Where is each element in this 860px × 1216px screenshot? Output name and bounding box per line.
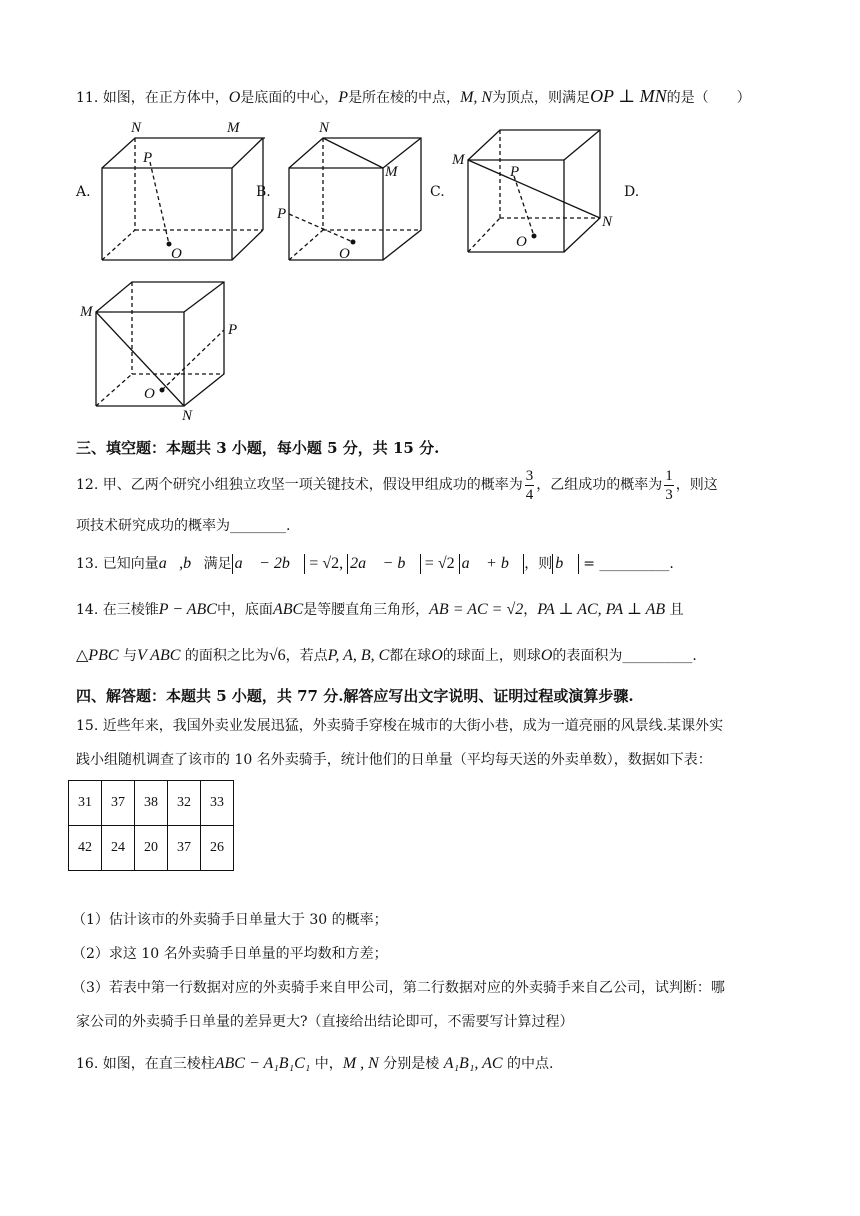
point-o <box>160 388 165 393</box>
cube-hidden-edge <box>96 374 132 406</box>
segment-mn <box>96 312 184 406</box>
section-3-heading: 三、填空题：本题共 3 小题，每小题 5 分，共 15 分. <box>76 439 440 457</box>
q14-sphere-o: O <box>431 647 443 664</box>
point-o <box>532 234 537 239</box>
label-p: P <box>277 206 287 222</box>
q14-text: 在三棱锥 <box>98 602 159 618</box>
fraction-p2 <box>664 467 674 504</box>
cube-top-edges <box>102 138 265 168</box>
q16-text: 的中点. <box>502 1056 554 1072</box>
q14-line-2 <box>76 646 697 666</box>
data-table <box>68 780 234 871</box>
label-o: O <box>339 246 350 262</box>
cube-hidden-edge <box>289 230 323 260</box>
table-cell: 37 <box>168 826 201 871</box>
q15-sub-3-line-2: 家公司的外卖骑手日单量的差异更大?（直接给出结论即可，不需要写计算过程） <box>76 1014 574 1030</box>
label-o: O <box>516 234 527 250</box>
label-o: O <box>144 386 155 402</box>
table-cell: 31 <box>69 781 102 826</box>
table-cell: 26 <box>201 826 234 871</box>
label-n: N <box>602 214 613 230</box>
q11-line <box>76 86 751 108</box>
cube-edge <box>232 138 263 168</box>
segment-op <box>289 214 353 242</box>
q13-number: 13. <box>76 556 99 572</box>
q14-text: ，若点 <box>285 648 328 664</box>
q14-pyramid: P − ABC <box>158 601 217 618</box>
table-row <box>69 781 234 826</box>
fraction-denominator: 3 <box>665 486 673 503</box>
q16-line <box>76 1054 553 1074</box>
cube-figure-d <box>78 278 253 423</box>
q15-line-2: 践小组随机调查了该市的 10 名外卖骑手，统计他们的日单量（平均每天送的外卖单数），数据如下表： <box>76 752 712 768</box>
q12-text: ，乙组成功的概率为 <box>536 477 663 493</box>
q14-text: 与 <box>118 648 137 664</box>
q13-line <box>76 554 674 574</box>
table-row <box>69 826 234 871</box>
q16-edges: A₁B₁, AC <box>443 1055 503 1072</box>
label-m: M <box>452 152 465 168</box>
fraction-p1 <box>525 467 535 504</box>
q11-text: 为顶点，则满足 <box>492 90 591 106</box>
q14-answer-blank: 的表面积为__________. <box>552 648 697 664</box>
cube-figure-a <box>95 118 265 268</box>
q14-number: 14. <box>76 602 99 618</box>
option-b-label: B. <box>256 184 271 200</box>
q14-triangle-abc: V ABC <box>136 647 181 664</box>
label-m: M <box>385 164 398 180</box>
q15-sub-1: （1）估计该市的外卖骑手日单量大于 30 的概率； <box>72 912 388 928</box>
cube-edge <box>232 230 263 260</box>
fraction-numerator: 1 <box>665 467 673 484</box>
cube-hidden-edge <box>468 218 500 252</box>
fraction-numerator: 3 <box>525 467 534 484</box>
q13-text: ，则 <box>524 556 553 572</box>
q14-base: ABC <box>272 601 304 618</box>
q13-vectors: a⃗,b⃗ <box>158 555 204 572</box>
q13-equals-2: = √2 <box>420 555 459 572</box>
q14-sphere-o: O <box>540 647 553 664</box>
q14-text: 的球面上，则球 <box>442 648 541 664</box>
cube-edge <box>184 282 224 312</box>
table-cell: 42 <box>69 826 102 871</box>
q14-condition-1: AB = AC = √2 <box>429 601 524 618</box>
q13-answer-blank: = __________. <box>578 556 674 572</box>
label-m: M <box>80 304 93 320</box>
label-o: O <box>171 246 182 262</box>
cube-figure-c <box>450 118 625 258</box>
q14-text: 且 <box>665 602 684 618</box>
label-p: P <box>510 164 520 180</box>
q14-text: 是等腰直角三角形， <box>303 602 430 618</box>
q14-points: P, A, B, C <box>327 647 390 664</box>
q13-abs-expr-4: b⃗ <box>552 554 578 574</box>
table-cell: 24 <box>102 826 135 871</box>
q15-line-1: 15. 近些年来，我国外卖业发展迅猛，外卖骑手穿梭在城市的大街小巷，成为一道亮丽的风景线.某课外实 <box>76 718 724 734</box>
label-m: M <box>227 120 240 136</box>
q14-line-1 <box>76 600 684 620</box>
table-cell: 37 <box>102 781 135 826</box>
q13-abs-expr-1: a⃗ − 2b⃗ <box>232 554 306 574</box>
q15-sub-2: （2）求这 10 名外卖骑手日单量的平均数和方差； <box>72 946 388 962</box>
q12-line-1 <box>76 466 718 504</box>
q11-text: 如图，在正方体中， <box>98 90 229 106</box>
cube-figure-b <box>275 118 425 268</box>
q16-prism: ABC − A₁B₁C₁ <box>214 1055 311 1072</box>
q16-text: 分别是棱 <box>378 1056 444 1072</box>
cube-edge <box>564 130 600 160</box>
cube-front-face <box>289 168 383 260</box>
q14-text: 都在球 <box>389 648 432 664</box>
option-c-label: C. <box>430 184 445 200</box>
q13-abs-expr-3: a⃗ + b⃗ <box>459 554 525 574</box>
point-o <box>351 240 356 245</box>
q14-text: ， <box>523 602 538 618</box>
q14-text: 的面积之比为 <box>180 648 269 664</box>
q12-text: 甲、乙两个研究小组独立攻坚一项关键技术，假设甲组成功的概率为 <box>98 477 523 493</box>
table-cell: 38 <box>135 781 168 826</box>
label-p: P <box>143 150 153 166</box>
label-n: N <box>131 120 142 136</box>
table-cell: 20 <box>135 826 168 871</box>
segment-mn <box>468 160 600 218</box>
table-cell: 33 <box>201 781 234 826</box>
q12-text: ，则这 <box>675 477 718 493</box>
option-a-label: A. <box>76 184 91 200</box>
q12-number: 12. <box>76 477 99 493</box>
q11-number: 11. <box>76 90 99 106</box>
q14-condition-2: PA ⊥ AC, PA ⊥ AB <box>537 601 666 618</box>
q14-text: 中，底面 <box>216 602 273 618</box>
q11-var-mn: M, N <box>460 89 493 106</box>
q11-text: 的是（ ） <box>666 90 751 106</box>
q11-text: 是底面的中心， <box>240 90 339 106</box>
fraction-denominator: 4 <box>525 486 534 503</box>
q11-var-o: O <box>228 89 241 106</box>
segment-mn <box>323 138 383 168</box>
q14-ratio: √6 <box>268 647 286 664</box>
q16-text: 如图，在直三棱柱 <box>98 1056 215 1072</box>
label-n: N <box>319 120 330 136</box>
q14-triangle-pbc: △PBC <box>76 647 119 664</box>
section-4-heading: 四、解答题：本题共 5 小题，共 77 分.解答应写出文字说明、证明过程或演算步骤. <box>76 687 634 705</box>
q13-equals-1: = √2, <box>305 555 348 572</box>
label-p: P <box>228 322 238 338</box>
q13-text: 满足 <box>203 556 232 572</box>
q16-points-mn: M , N <box>342 1055 379 1072</box>
q11-condition: OP ⊥ MN <box>590 86 667 106</box>
label-n: N <box>182 408 193 423</box>
q16-number: 16. <box>76 1056 99 1072</box>
q16-text: 中， <box>310 1056 343 1072</box>
q13-text: 已知向量 <box>98 556 159 572</box>
q13-abs-expr-2: 2a⃗ − b⃗ <box>347 554 421 574</box>
q11-var-p: P <box>338 89 349 106</box>
cube-top-right-edges <box>96 282 224 406</box>
segment-op <box>150 162 169 244</box>
q15-sub-3-line-1: （3）若表中第一行数据对应的外卖骑手来自甲公司，第二行数据对应的外卖骑手来自乙公司，试判断：哪 <box>72 980 725 996</box>
table-cell: 32 <box>168 781 201 826</box>
cube-hidden-edge <box>102 230 135 260</box>
q11-text: 是所在棱的中点， <box>348 90 461 106</box>
cube-front-face <box>102 168 232 260</box>
option-d-label: D. <box>624 184 640 200</box>
q12-line-2: 项技术研究成功的概率为________. <box>76 518 291 534</box>
